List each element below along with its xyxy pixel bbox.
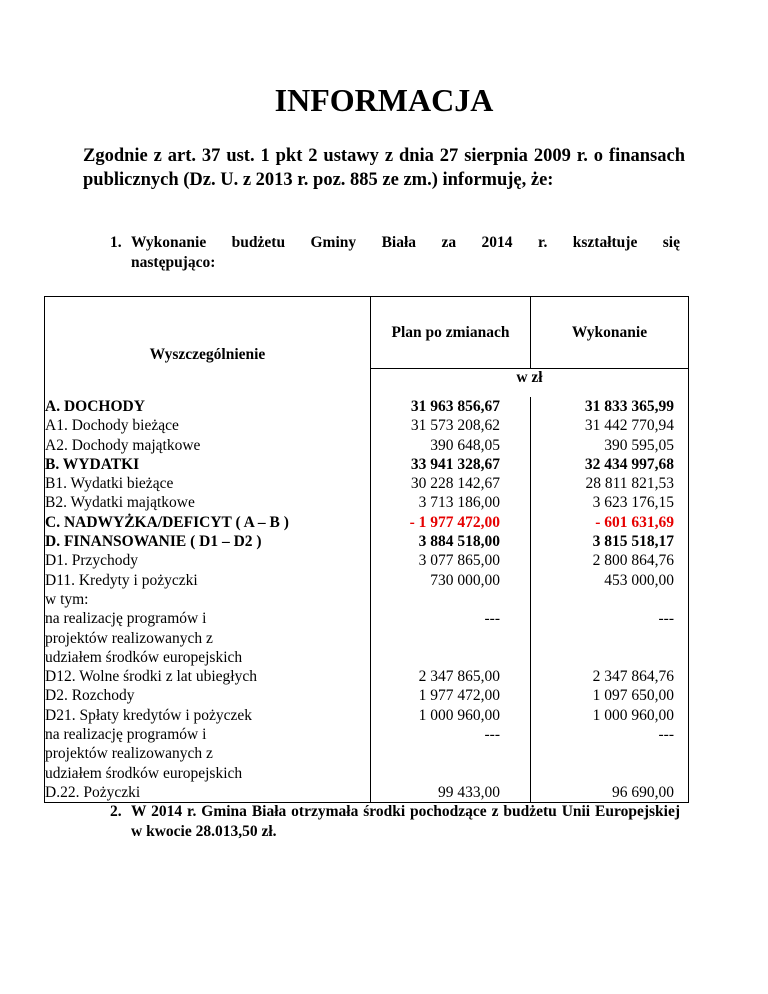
row-label: D2. Rozchody	[45, 686, 371, 705]
point-2-number: 2.	[110, 803, 122, 820]
table-row	[45, 532, 689, 551]
row-exec	[531, 648, 689, 667]
row-plan: ---	[371, 725, 531, 744]
row-plan: 99 433,00	[371, 783, 531, 803]
point-1-text-line2: następująco:	[131, 254, 216, 271]
column-header-execution: Wykonanie	[531, 297, 689, 369]
row-plan: 30 228 142,67	[371, 474, 531, 493]
row-exec: 1 000 960,00	[531, 706, 689, 725]
table-row	[45, 783, 689, 803]
row-exec: ---	[531, 609, 689, 628]
row-plan	[371, 764, 531, 783]
table-row	[45, 706, 689, 725]
row-plan-negative: - 1 977 472,00	[371, 513, 531, 532]
row-label: D1. Przychody	[45, 551, 371, 570]
point-1-text-line1: Wykonanie budżetu Gminy Biała za 2014 r. kształtuje się	[131, 234, 680, 251]
row-exec: 3 815 518,17	[531, 532, 689, 551]
row-exec-negative: - 601 631,69	[531, 513, 689, 532]
row-label: projektów realizowanych z	[45, 629, 371, 648]
table-row	[45, 493, 689, 512]
table-row	[45, 474, 689, 493]
row-label: A2. Dochody majątkowe	[45, 436, 371, 455]
table-row	[45, 629, 689, 648]
row-exec	[531, 629, 689, 648]
table-row	[45, 667, 689, 686]
row-exec: 2 347 864,76	[531, 667, 689, 686]
row-label: B1. Wydatki bieżące	[45, 474, 371, 493]
row-plan: 2 347 865,00	[371, 667, 531, 686]
row-label: D11. Kredyty i pożyczki	[45, 571, 371, 590]
table-row	[45, 397, 689, 416]
row-plan: 3 713 186,00	[371, 493, 531, 512]
row-exec: 28 811 821,53	[531, 474, 689, 493]
row-label: na realizację programów i	[45, 609, 371, 628]
row-label: C. NADWYŻKA/DEFICYT ( A – B )	[45, 513, 371, 532]
row-label: D. FINANSOWANIE ( D1 – D2 )	[45, 532, 371, 551]
row-exec: 96 690,00	[531, 783, 689, 803]
row-plan: 33 941 328,67	[371, 455, 531, 474]
row-exec: 453 000,00	[531, 571, 689, 590]
table-row	[45, 686, 689, 705]
row-exec: 390 595,05	[531, 436, 689, 455]
intro-paragraph: Zgodnie z art. 37 ust. 1 pkt 2 ustawy z dnia 27 sierpnia 2009 r. o finansach publicznych (Dz. U. z 2013 r. poz. 885 ze zm.) informuję, że:	[83, 146, 685, 190]
point-2-text: W 2014 r. Gmina Biała otrzymała środki pochodzące z budżetu Unii Europejskiej w kwocie 28.013,50 zł.	[131, 803, 680, 840]
table-row	[45, 725, 689, 744]
row-plan: 3 884 518,00	[371, 532, 531, 551]
row-exec	[531, 744, 689, 763]
budget-table	[44, 296, 689, 803]
row-label: na realizację programów i	[45, 725, 371, 744]
point-1-number: 1.	[110, 234, 122, 251]
column-header-plan: Plan po zmianach	[371, 297, 531, 369]
row-label: D12. Wolne środki z lat ubiegłych	[45, 667, 371, 686]
table-row	[45, 764, 689, 783]
row-label: A. DOCHODY	[45, 397, 371, 416]
table-row	[45, 513, 689, 532]
row-label: projektów realizowanych z	[45, 744, 371, 763]
table-row	[45, 744, 689, 763]
table-row	[45, 590, 689, 609]
row-label: B2. Wydatki majątkowe	[45, 493, 371, 512]
column-header-description: Wyszczególnienie	[45, 297, 371, 398]
unit-label: w zł	[371, 369, 689, 397]
row-plan	[371, 744, 531, 763]
row-plan: 1 977 472,00	[371, 686, 531, 705]
table-row	[45, 455, 689, 474]
row-exec: 31 833 365,99	[531, 397, 689, 416]
table-row	[45, 571, 689, 590]
table-row	[45, 609, 689, 628]
point-1	[110, 233, 680, 273]
row-label: udziałem środków europejskich	[45, 648, 371, 667]
row-label: D21. Spłaty kredytów i pożyczek	[45, 706, 371, 725]
row-plan	[371, 629, 531, 648]
table-row	[45, 416, 689, 435]
row-exec: 1 097 650,00	[531, 686, 689, 705]
row-plan: 3 077 865,00	[371, 551, 531, 570]
row-plan: 390 648,05	[371, 436, 531, 455]
row-label: D.22. Pożyczki	[45, 783, 371, 803]
row-plan: 1 000 960,00	[371, 706, 531, 725]
point-2	[110, 802, 680, 842]
table-row	[45, 551, 689, 570]
row-label: w tym:	[45, 590, 371, 609]
row-plan: ---	[371, 609, 531, 628]
row-plan	[371, 590, 531, 609]
row-exec: 32 434 997,68	[531, 455, 689, 474]
table-row	[45, 648, 689, 667]
table-row	[45, 436, 689, 455]
row-exec: 2 800 864,76	[531, 551, 689, 570]
row-exec: 31 442 770,94	[531, 416, 689, 435]
row-exec	[531, 764, 689, 783]
row-plan: 31 573 208,62	[371, 416, 531, 435]
row-exec	[531, 590, 689, 609]
row-exec: 3 623 176,15	[531, 493, 689, 512]
row-plan	[371, 648, 531, 667]
row-plan: 730 000,00	[371, 571, 531, 590]
row-plan: 31 963 856,67	[371, 397, 531, 416]
row-exec: ---	[531, 725, 689, 744]
row-label: A1. Dochody bieżące	[45, 416, 371, 435]
row-label: udziałem środków europejskich	[45, 764, 371, 783]
row-label: B. WYDATKI	[45, 455, 371, 474]
page-title: INFORMACJA	[274, 82, 494, 118]
